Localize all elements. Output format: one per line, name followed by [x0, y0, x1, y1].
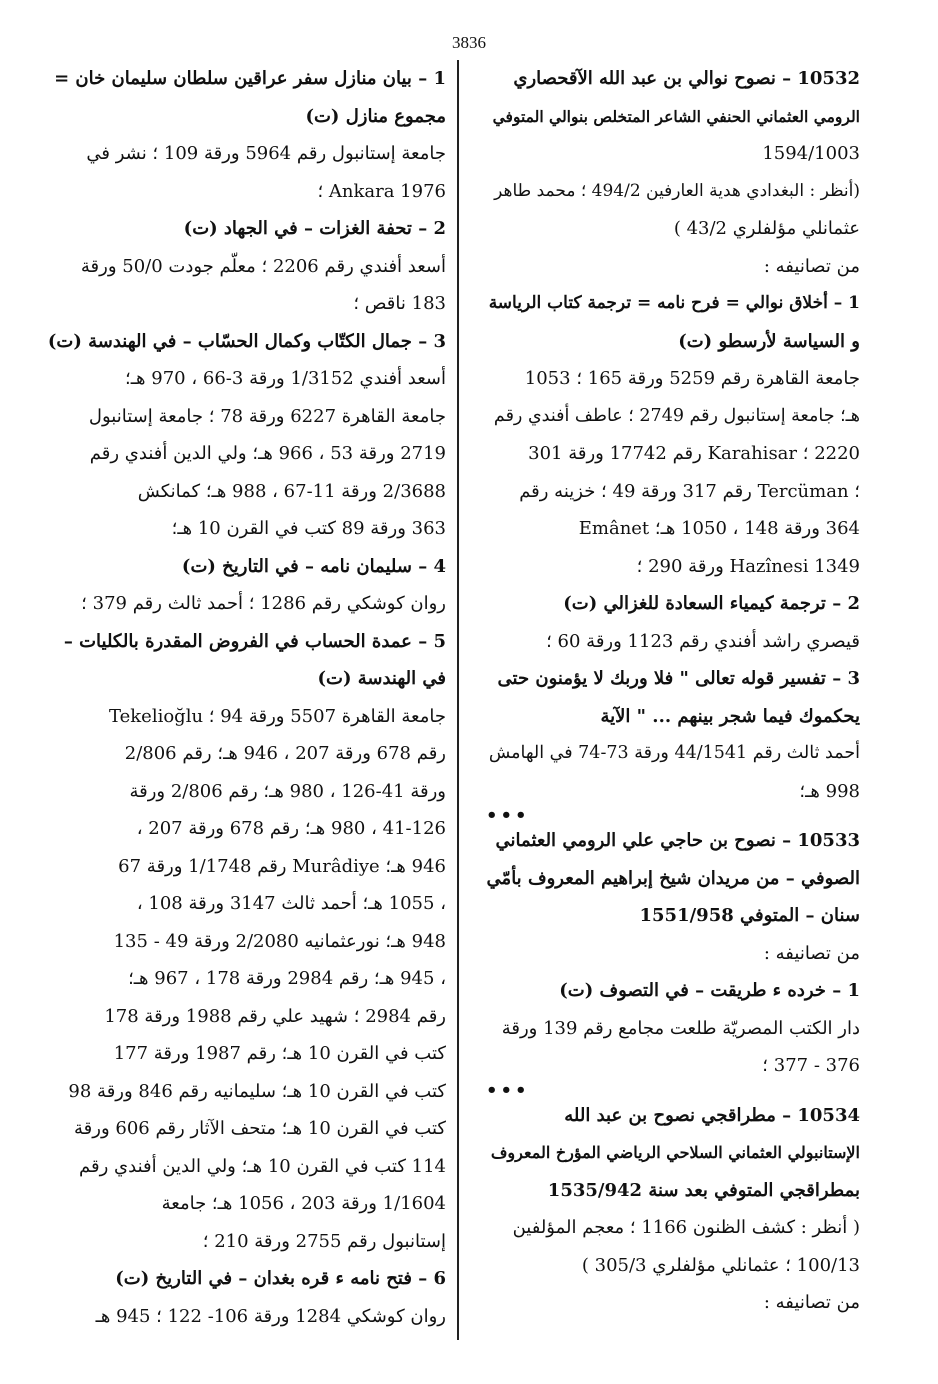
- text-line: روان كوشكي 1284 ورقة 106- 122 ؛ 945 هـ: [95, 1305, 446, 1327]
- text-line: من تصانيفه :: [763, 255, 860, 277]
- text-line: 998 هـ؛: [799, 780, 860, 802]
- entry-heading-line: الصوفي – من مريدان شيخ إبراهيم المعروف بأمّي: [486, 867, 860, 889]
- text-line: كتب في القرن 10 هـ؛ رقم 1987 ورقة 177: [113, 1043, 446, 1064]
- entry-heading-line: 2 – ترجمة كيمياء السعادة للغزالي (ت): [563, 593, 860, 614]
- entry-heading-line: 6 – فتح نامه ء قره بغدان – في التاريخ (ت): [115, 1268, 446, 1289]
- text-line: أحمد ثالث رقم 44/1541 ورقة 73-74 في الهامش: [488, 743, 860, 763]
- entry-heading-line: بمطراقجي المتوفي بعد سنة 1535/942: [547, 1179, 860, 1201]
- text-line: من تصانيفه :: [763, 1292, 860, 1313]
- column-divider: [457, 60, 459, 1340]
- text-line: جامعة القاهرة رقم 5259 ورقة 165 ؛ 1053: [524, 368, 860, 389]
- entry-heading-line: 1 – بيان منازل سفر عراقين سلطان سليمان خان =: [54, 68, 446, 89]
- text-line: 2220 ؛ Karahisar رقم 17742 ورقة 301: [528, 443, 860, 464]
- text-line: روان كوشكي رقم 1286 ؛ أحمد ثالث رقم 379 ؛: [81, 593, 446, 614]
- entry-separator: •••: [486, 1079, 530, 1101]
- text-line: من تصانيفه :: [763, 942, 860, 964]
- entry-separator: •••: [486, 805, 530, 826]
- text-line: عثمانلي مؤلفلري 43/2 ): [673, 218, 860, 239]
- text-line: 948 هـ؛ نورعثمانيه 2/2080 ورقة 49 - 135: [113, 930, 446, 952]
- text-line: ، 1055 هـ؛ أحمد ثالث 3147 ورقة 108 ،: [136, 893, 446, 914]
- entry-heading-line: في الهندسة (ت): [317, 668, 446, 689]
- left-column: [26, 60, 446, 1335]
- entry-heading-line: الرومي العثماني الحنفي الشاعر المتخلص بنوالي المتوفي: [492, 106, 860, 126]
- entry-heading-line: 2 – تحفة الغزات – في الجهاد (ت): [183, 218, 446, 239]
- text-line: 364 ورقة 148 ، 1050 هـ؛ Emânet: [578, 518, 860, 539]
- entry-heading-line: 10533 – نصوح بن حاجي علي الرومي العثماني: [495, 830, 860, 851]
- text-line: ( أنظر : كشف الظنون 1166 ؛ معجم المؤلفين: [512, 1217, 860, 1238]
- text-line: قيصري راشد أفندي رقم 1123 ورقة 60 ؛: [546, 630, 860, 652]
- text-line: 1/1604 ورقة 203 ، 1056 هـ؛ جامعة: [161, 1193, 446, 1214]
- text-line: 183 ناقص ؛: [353, 293, 446, 314]
- text-line: رقم 2984 ؛ شهيد علي رقم 1988 ورقة 178: [104, 1005, 446, 1027]
- text-line: ؛ Tercüman رقم 317 ورقة 49 ؛ خزينه رقم: [519, 480, 860, 502]
- text-line: 114 كتب في القرن 10 هـ؛ ولي الدين أفندي رقم: [79, 1155, 446, 1177]
- entry-heading-line: 5 – عمدة الحساب في الفروض المقدرة بالكليات –: [63, 630, 446, 652]
- text-line: كتب في القرن 10 هـ؛ متحف الآثار رقم 606 ورقة: [74, 1118, 446, 1139]
- text-line: رقم 678 ورقة 207 ، 946 هـ؛ رقم 2/806: [124, 743, 446, 764]
- text-line: 41-126 ، 980 هـ؛ رقم 678 ورقة 207 ،: [136, 818, 446, 839]
- text-line: 2719 ورقة 53 ، 966 هـ؛ ولي الدين أفندي رقم: [89, 443, 446, 464]
- page-number: 3836: [452, 33, 486, 52]
- text-line: 1594/1003: [762, 143, 860, 164]
- entry-heading-line: 1 – خرده ء طريقت – في التصوف (ت): [559, 980, 860, 1001]
- text-line: أسعد أفندي 1/3152 ورقة 3-66 ، 970 هـ؛: [125, 368, 446, 389]
- entry-heading-line: سنان – المتوفي 1551/958: [639, 905, 860, 926]
- text-line: 363 ورقة 89 كتب في القرن 10 هـ؛: [171, 518, 446, 539]
- entry-heading-line: 10532 – نصوح نوالي بن عبد الله الآقحصاري: [513, 68, 860, 89]
- entry-heading-line: 3 – تفسير قوله تعالى " فلا وربك لا يؤمنون حتى: [497, 668, 860, 689]
- entry-heading-line: 10534 – مطراقجي نصوح بن عبد الله: [564, 1104, 860, 1126]
- text-line: جامعة القاهرة 5507 ورقة 94 ؛ Tekelioğlu: [109, 705, 446, 727]
- entry-heading-line: الإستانبولي العثماني السلاحي الرياضي المؤرخ المعروف: [490, 1143, 860, 1162]
- entry-heading-line: يحكموك فيما شجر بينهم ... " الآية: [600, 705, 860, 727]
- text-line: كتب في القرن 10 هـ؛ سليمانيه رقم 846 ورقة 98: [68, 1080, 446, 1102]
- text-line: Ankara 1976 ؛: [317, 180, 446, 202]
- entry-heading-line: 1 – أخلاق نوالي = فرح نامه = ترجمة كتاب الرياسة: [488, 293, 860, 313]
- text-line: 2/3688 ورقة 11-67 ، 988 هـ؛ كمانكش: [137, 480, 446, 502]
- right-column: [486, 60, 860, 1322]
- text-line: ورقة 41-126 ، 980 هـ؛ رقم 2/806 ورقة: [129, 780, 446, 802]
- text-line: هـ؛ جامعة إستانبول رقم 2749 ؛ عاطف أفندي رقم: [493, 405, 860, 426]
- text-line: Hazînesi 1349 ورقة 290 ؛: [636, 555, 860, 577]
- text-line: ، 945 هـ؛ رقم 2984 ورقة 178 ، 967 هـ؛: [128, 968, 446, 989]
- text-line: إستانبول رقم 2755 ورقة 210 ؛: [202, 1230, 446, 1252]
- text-line: (أنظر : البغدادي هدية العارفين 494/2 ؛ محمد طاهر: [494, 180, 860, 201]
- entry-heading-line: 3 – جمال الكتّاب وكمال الحسّاب – في الهندسة (ت): [47, 330, 446, 352]
- text-line: جامعة إستانبول رقم 5964 ورقة 109 ؛ نشر في: [86, 143, 446, 164]
- text-line: دار الكتب المصريّة طلعت مجامع رقم 139 ورقة: [501, 1017, 860, 1039]
- entry-heading-line: مجموع منازل (ت): [305, 105, 446, 127]
- text-line: 100/13 ؛ عثمانلي مؤلفلري 305/3 ): [581, 1254, 860, 1276]
- text-line: أسعد أفندي رقم 2206 ؛ معلّم جودت 50/0 ورقة: [80, 255, 446, 277]
- entry-heading-line: و السياسة لأرسطو (ت): [678, 330, 860, 352]
- entry-heading-line: 4 – سليمان نامه – في التاريخ (ت): [181, 555, 446, 577]
- text-line: جامعة القاهرة 6227 ورقة 78 ؛ جامعة إستانبول: [88, 405, 446, 427]
- text-line: 376 - 377 ؛: [762, 1055, 860, 1076]
- text-line: 946 هـ؛ Murâdiye رقم 1/1748 ورقة 67: [118, 855, 446, 877]
